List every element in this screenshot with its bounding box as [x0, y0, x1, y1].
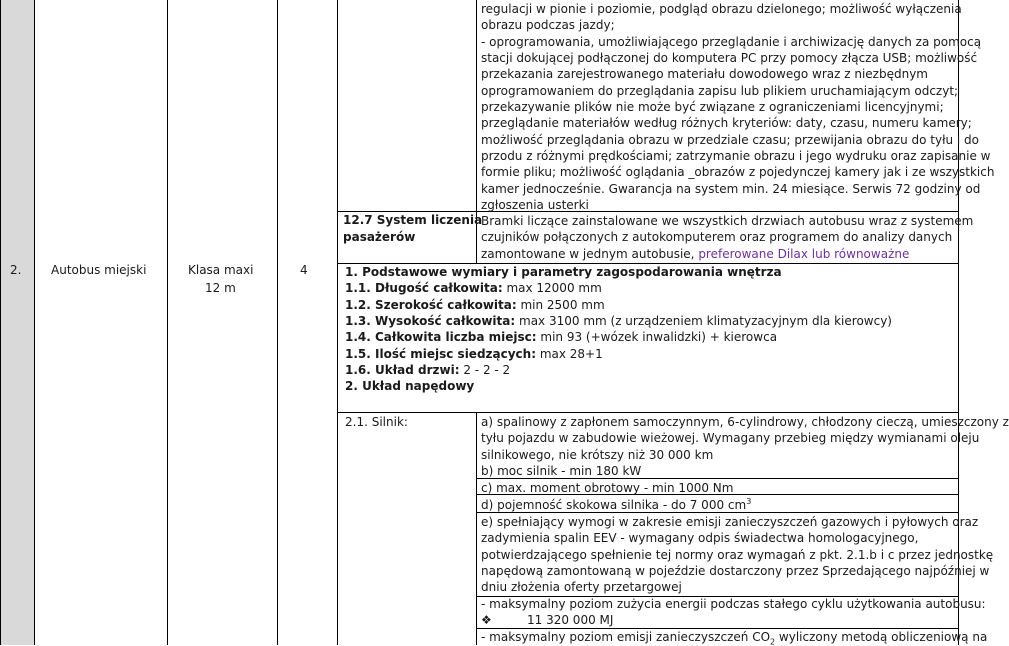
text-line: napędową zamontowaną w pojeździe dostarczony przez Sprzedającego najpóźniej w [481, 564, 990, 579]
text-line: formie pliku; możliwość oglądania _obrazów z pojedynczej kamery jak i ze wszystkich [481, 165, 995, 180]
text-line: stacji dokującej podłączonej do komputera PC przy pomocy złącza USB; możliwość [481, 51, 978, 66]
spec-label: 1.4. Całkowita liczba miejsc: [345, 330, 537, 345]
spec-value: max 12000 mm [502, 281, 602, 296]
spec-item [345, 297, 892, 313]
engine-e [481, 514, 993, 596]
text-line: obrazu podczas jazdy; [481, 18, 615, 33]
text-line: czujników połączonych z autokomputerem oraz programem do analizy danych [481, 230, 953, 245]
preferred-brand-note: preferowane Dilax lub równoważne [698, 246, 910, 261]
text-line: potwierdzającego spełnienie tej normy oraz wymagań z pkt. 2.1.b i c przez jednostkę [481, 547, 994, 562]
spec-item [345, 362, 892, 378]
table-border-row-specs [337, 412, 959, 413]
section-12-7-label-line2: pasażerów [343, 230, 416, 244]
spec-value: max 28+1 [536, 346, 603, 361]
engine-c: c) max. moment obrotowy - min 1000 Nm [481, 481, 734, 495]
spec-label: 1.5. Ilość miejsc siedzących: [345, 346, 537, 361]
engine-label: 2.1. Silnik: [345, 415, 408, 429]
spec-label: 1.2. Szerokość całkowita: [345, 297, 517, 312]
text-line: możliwość przeglądania obrazu w przedziale czasu; przewijania obrazu do tyłu i do [481, 132, 980, 147]
table-border-col2 [167, 0, 168, 645]
text-line: przekazania zarejestrowanego materiału dowodowego wraz z niezbędnym [481, 67, 928, 82]
co2-post: wyliczony metodą obliczeniową na [775, 630, 988, 644]
spec-item [345, 280, 892, 296]
energy-bullet-icon: ❖ [481, 613, 492, 627]
drive-heading: 2. Układ napędowy [345, 379, 475, 394]
text-line: zgłoszenia usterki [481, 198, 589, 213]
section-12-7-label-line1: 12.7 System liczenia [343, 213, 483, 227]
table-border-col5-lower [476, 412, 477, 645]
spec-item [345, 329, 892, 345]
vehicle-class-line1: Klasa maxi [188, 263, 254, 277]
spec-value: min 93 (+wózek inwalidzki) + kierowca [536, 330, 778, 345]
table-border-left [0, 0, 1, 645]
spec-item [345, 346, 892, 362]
table-border-col1 [34, 0, 35, 645]
spec-label: 1.6. Układ drzwi: [345, 363, 460, 378]
text-line: zadymienia spalin EEV - wymagany odpis świadectwa homologacyjnego, [481, 531, 919, 546]
co2-sub: 2 [770, 637, 776, 646]
section-12-7-text [481, 213, 973, 262]
table-border-col3 [277, 0, 278, 645]
text-line: dniu złożenia oferty przetargowej [481, 580, 682, 595]
text-line: regulacji w pionie i poziomie, podgląd obrazu dzielonego; możliwość wyłączenia [481, 2, 962, 16]
energy-line: - maksymalny poziom zużycia energii podczas stałego cyklu użytkowania autobusu: [481, 597, 986, 611]
text-line: Bramki liczące zainstalowane we wszystkich drzwiach autobusu wraz z systemem [481, 214, 974, 228]
text-line: przekazywanie plików nie może być związane z ograniczeniami licencyjnymi; [481, 100, 944, 115]
text-plain: zamontowane w jednym autobusie, [481, 246, 699, 261]
row-number: 2. [10, 263, 22, 277]
engine-d-text: d) pojemność skokowa silnika - do 7 000 cm [481, 498, 747, 512]
vehicle-quantity: 4 [300, 263, 308, 277]
spec-item [345, 313, 892, 329]
engine-b: b) moc silnik - min 180 kW [481, 464, 642, 478]
text-line: silnikowego, nie krótszy niż 30 000 km [481, 447, 714, 462]
text-line: e) spełniający wymogi w zakresie emisji zanieczyszczeń gazowych i pyłowych oraz [481, 515, 979, 529]
text-line: - oprogramowania, umożliwiającego przeglądanie i archiwizację danych za pomocą [481, 34, 982, 49]
spec-value: 2 - 2 - 2 [459, 363, 511, 378]
spec-label: 1.3. Wysokość całkowita: [345, 314, 516, 329]
engine-a [481, 414, 1009, 463]
co2-line [481, 629, 987, 645]
text-line: a) spalinowy z zapłonem samoczynnym, 6-cylindrowy, chłodzony cieczą, umieszczony z [481, 415, 1009, 429]
vehicle-class-line2: 12 m [205, 281, 236, 295]
specs-block [345, 264, 892, 395]
engine-d-sup: 3 [746, 497, 752, 506]
text-line: przeglądanie materiałów według różnych kryteriów: daty, czasu, numeru kamery; [481, 116, 972, 131]
text-line: kamer jednocześnie. Gwarancja na system min. 24 miesiące. Serwis 72 godziny od [481, 181, 981, 196]
specs-heading: 1. Podstawowe wymiary i parametry zagospodarowania wnętrza [345, 265, 782, 279]
section-12-6-text [481, 1, 994, 213]
table-border-col4 [337, 0, 338, 645]
co2-pre: - maksymalny poziom emisji zanieczyszczeń CO [481, 630, 771, 644]
spec-value: min 2500 mm [516, 297, 605, 312]
row-number-column-shade [0, 0, 34, 645]
spec-label: 1.1. Długość całkowita: [345, 281, 503, 296]
text-line [481, 246, 973, 262]
text-line: tyłu pojazdu w zabudowie wieżowej. Wymagany przebieg między wymianami oleju [481, 431, 980, 446]
energy-value: 11 320 000 MJ [527, 613, 614, 627]
text-line: oprogramowaniem do przeglądania zapisu lub plikiem uruchamiającym odczyt; [481, 83, 959, 98]
vehicle-name: Autobus miejski [51, 263, 147, 277]
engine-d [481, 497, 751, 513]
text-line: przodu z różnymi prędkościami; zatrzymanie obrazu i jego wydruku oraz zapisanie w [481, 149, 991, 164]
spec-value: max 3100 mm (z urządzeniem klimatyzacyjnym dla kierowcy) [515, 314, 892, 329]
